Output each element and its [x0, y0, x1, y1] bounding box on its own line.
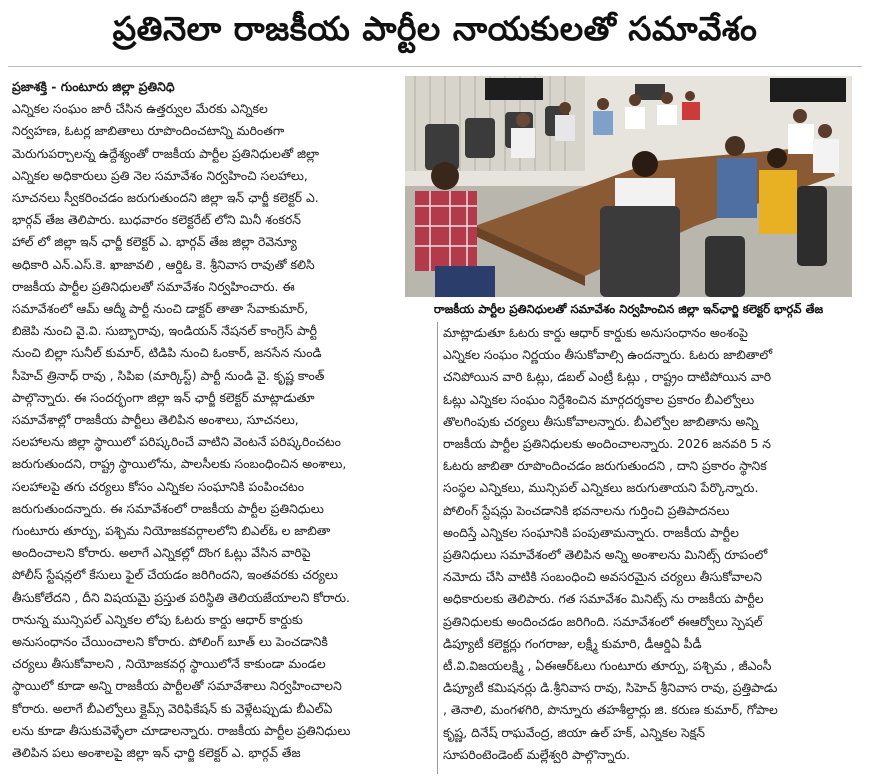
- left-line: గుంటూరు తూర్పు, పశ్చిమ నియోజకవర్గాలలోని బిఎల్ఓ ల జాబితా: [12, 523, 331, 539]
- right-line: ప్రతినిధులకు అందించడం జరిగింది. సమావేశంలో ఈఆర్వోలు స్పెషల్: [443, 613, 763, 629]
- right-line: అధికారులకు తెలిపారు. గత సమావేశం మినిట్స్ ను రాజకీయ పార్టీల: [443, 591, 764, 607]
- left-line: నిర్వహణ, ఓటర్ల జాబితాలు రూపొందించటాన్ని మరింతగా: [12, 123, 285, 139]
- left-line: జరుగుతుందని, రాష్ట్ర స్థాయిలోను, పాలసీలకు సంబంధించిన అంశాలు,: [12, 456, 347, 472]
- left-line: సమావేశాల్లో రాజకీయ పార్టీలు తెలిపిన అంశాలు, సూచనలు,: [12, 412, 299, 428]
- left-line: పోలీస్ స్టేషన్లలో కేసులు ఫైల్ చేయడం జరిగిందని, ఇంతవరకు చర్యలు: [12, 567, 338, 583]
- meeting-photo: [405, 76, 852, 297]
- article-right-column: [443, 322, 858, 766]
- left-line: సలహాలపై తగు చర్యలు కోసం ఎన్నికల సంఘానికి పంపించటం: [12, 478, 304, 494]
- column-divider: [437, 322, 438, 774]
- left-line: అధికారి ఎన్.ఎస్.కె. ఖాజావలి , ఆర్డిఓ కె. శ్రీనివాస రావుతో కలిసి: [12, 256, 315, 272]
- left-line: జరుగుతుందన్నారు. ఈ సమావేశంలో రాజకీయ పార్టీల ప్రతినిధులు: [12, 500, 324, 516]
- right-line: నమోదు చేసి వాటికి సంబంధించి అవసరమైన చర్యలు తీసుకోవాలని: [443, 569, 762, 585]
- left-line: తెలిపిన పలు అంశాలపై జిల్లా ఇన్ ఛార్జి కలెక్టర్ ఎ. భార్గవ్ తేజ: [12, 745, 301, 761]
- meeting-photo-illustration: [405, 76, 852, 297]
- left-line: బిజెపి నుంచి వై.వి. సుబ్బారావు, ఇండియన్ నేషనల్ కాంగ్రెస్ పార్టీ: [12, 323, 318, 339]
- left-line: సీహెచ్ త్రినాధ్ రావు , సిపిఐ (మార్కిస్ట్) పార్టీ నుండి వై. కృష్ణ కాంత్: [12, 367, 325, 383]
- left-line: పాల్గొన్నారు. ఈ సందర్భంగా జిల్లా ఇన్ ఛార్జీ కలెక్టర్ మాట్లాడుతూ: [12, 389, 315, 405]
- right-line: ఓటరు జాబితా రూపొందించడం జరుగుతుందని , దాని ప్రకారం స్థానిక: [443, 458, 767, 474]
- right-line: కృష్ణ, దినేష్ రాఘవేంద్ర, జియా ఉల్ హక్, ఎన్నికల సెక్షన్: [443, 724, 705, 740]
- dateline: ప్రజాశక్తి - గుంటూరు జిల్లా ప్రతినిధి: [12, 79, 175, 94]
- headline: ప్రతినెలా రాజకీయ పార్టీల నాయకులతో సమావేశం: [112, 8, 758, 48]
- left-line: అందించాలని కోరారు. అలాగే ఎన్నికల్లో దొంగ ఓట్లు వేసిన వారిపై: [12, 545, 311, 561]
- right-line: ప్రతినిధులు సమావేశంలో తెలిపిన అన్ని అంశాలను మినిట్స్ రూపంలో: [443, 547, 768, 563]
- right-line: ఎన్నికల సంఘం నిర్ణయం తీసుకోవాల్సి ఉందన్నారు. ఓటరు జాబితాలో: [443, 347, 773, 363]
- left-line: లను కూడా తీసుకువెళ్ళేలా చూడాలన్నారు. రాజకీయ పార్టీల ప్రతినిధులు: [12, 722, 351, 738]
- left-line: మెరుగుపర్చాలన్న ఉద్దేశ్యంతో రాజకీయ పార్టీల ప్రతినిధులతో జిల్లా: [12, 145, 320, 161]
- right-line: సూపరింటెండెంట్ మల్లేశ్వరి పాల్గొన్నారు.: [443, 746, 631, 762]
- left-line: హాల్ లో జిల్లా ఇన్ ఛార్జీ కలెక్టర్ ఎ. భార్గవ్ తేజ జిల్లా రెవెన్యూ: [12, 234, 297, 250]
- right-line: టీ.వి.విజయలక్ష్మి , ఏఈఆర్ఓలు గుంటూరు తూర్పు, పశ్చిమ , జీఎంసీ: [443, 658, 772, 674]
- left-line: స్థాయిలో కూడా అన్ని రాజకీయ పార్టీలతో సమావేశాలు నిర్వహించాలని: [12, 678, 342, 694]
- right-line: మాట్లాడుతూ ఓటరు కార్డు ఆధార్ కార్డుకు అనుసంధానం అంశంపై: [443, 325, 748, 340]
- right-line: చనిపోయిన వారి ఓట్లు, డబల్ ఎంట్రీ ఓట్లు , రాష్ట్రం దాటిపోయిన వారి: [443, 369, 772, 385]
- left-line: చర్యలు తీసుకోవాలని , నియోజకవర్గ స్థాయిలోనే కాకుండా మండల: [12, 656, 326, 672]
- left-line: ఎన్నికల అధికారులు ప్రతి నెల సమావేశం నిర్వహించి సలహాలు,: [12, 167, 308, 183]
- left-line: అనుసంధానం చేయించాలని కోరారు. పోలింగ్ బూత్ లు పెంచడానికి: [12, 634, 328, 650]
- left-line: నుంచి బిల్లా సునీల్ కుమార్, టిడిపి నుంచి ఓంకార్, జనసేన నుండి: [12, 345, 322, 361]
- left-line: భార్గవ్ తేజ తెలిపారు. బుధవారం కలెక్టరేట్ లోని మినీ శంకరన్: [12, 212, 301, 228]
- right-line: , తెనాలి, మంగళగిరి, పొన్నూరు తహశీల్దార్లు జి. కరుణ కుమార్, గోపాల: [443, 702, 778, 718]
- left-line: సలహాలను జిల్లా స్థాయిలో పరిష్కరించే వాటిని వెంటనే పరిష్కరించటం: [12, 434, 341, 450]
- right-line: డిప్యూటీ కమిషనర్లు డి.శ్రీనివాస రావు, సిహెచ్ శ్రీనివాస రావు, ప్రత్తిపాడు: [443, 680, 778, 696]
- right-line: రాజకీయ పార్టీల ప్రతినిధులకు అందించాలన్నారు. 2026 జనవరి 5 న: [443, 436, 772, 452]
- left-line: రాజకీయ పార్టీల ప్రతినిధులతో సమావేశం నిర్వహించారు. ఈ: [12, 278, 295, 294]
- left-line: ఎన్నికల సంఘం జారీ చేసిన ఉత్తర్వుల మేరకు ఎన్నికల: [12, 101, 268, 117]
- right-line: డిప్యూటీ కలెక్టర్లు గంగరాజు, లక్ష్మీ కుమారి, డీఆర్డిఏ పీడీ: [443, 635, 702, 651]
- right-line: ఓట్లు ఎన్నికల సంఘం నిర్దేశించిన మార్గదర్శకాల ప్రకారం బీఎల్వోలు: [443, 391, 755, 407]
- left-line: తీసుకోలేదని , దీని విషయమై ప్రస్తుత పరిస్థితి తెలియజేయాలని కోరారు.: [12, 589, 350, 605]
- left-line: కోరారు. అలాగే బీఎల్వోలు క్లైమ్స్ వెరిఫికేషన్ కు వెళ్లేటప్పుడు బీఎల్ఏ: [12, 700, 333, 716]
- left-line: సమావేశంలో ఆమ్ ఆద్మీ పార్టీ నుంచి డాక్టర్ తాతా సేవాకుమార్,: [12, 301, 309, 317]
- headline-rule: [8, 66, 862, 67]
- article-left-column: [12, 76, 402, 764]
- photo-caption: రాజకీయ పార్టీల ప్రతినిధులతో సమావేశం నిర్వహించిన జిల్లా ఇన్‌ఛార్జి కలెక్టర్ భార్గవ్ తేజ: [433, 302, 824, 316]
- right-line: తొలగింపుకు చర్యలు తీసుకోవాలన్నారు. బీఎల్వోల జాబితాను అన్ని: [443, 413, 759, 429]
- left-line: రానున్న మున్సిపల్ ఎన్నికల లోపు ఓటరు కార్డు ఆధార్ కార్డుకు: [12, 611, 303, 627]
- right-line: పోలింగ్ స్టేషన్లు పెంచడానికి భవనాలను గుర్తించి ప్రతిపాదనలు: [443, 502, 730, 518]
- right-line: అందిస్తే ఎన్నికల సంఘానికి పంపుతామన్నారు. రాజకీయ పార్టీల: [443, 524, 739, 540]
- left-line: సూచనలు స్వీకరించడం జరుగుతుందని జిల్లా ఇన్ ఛార్జీ కలెక్టర్ ఎ.: [12, 190, 319, 206]
- right-line: సంస్థల ఎన్నికలు, మున్సిపల్ ఎన్నికలు జరుగుతాయని పేర్కొన్నారు.: [443, 480, 759, 496]
